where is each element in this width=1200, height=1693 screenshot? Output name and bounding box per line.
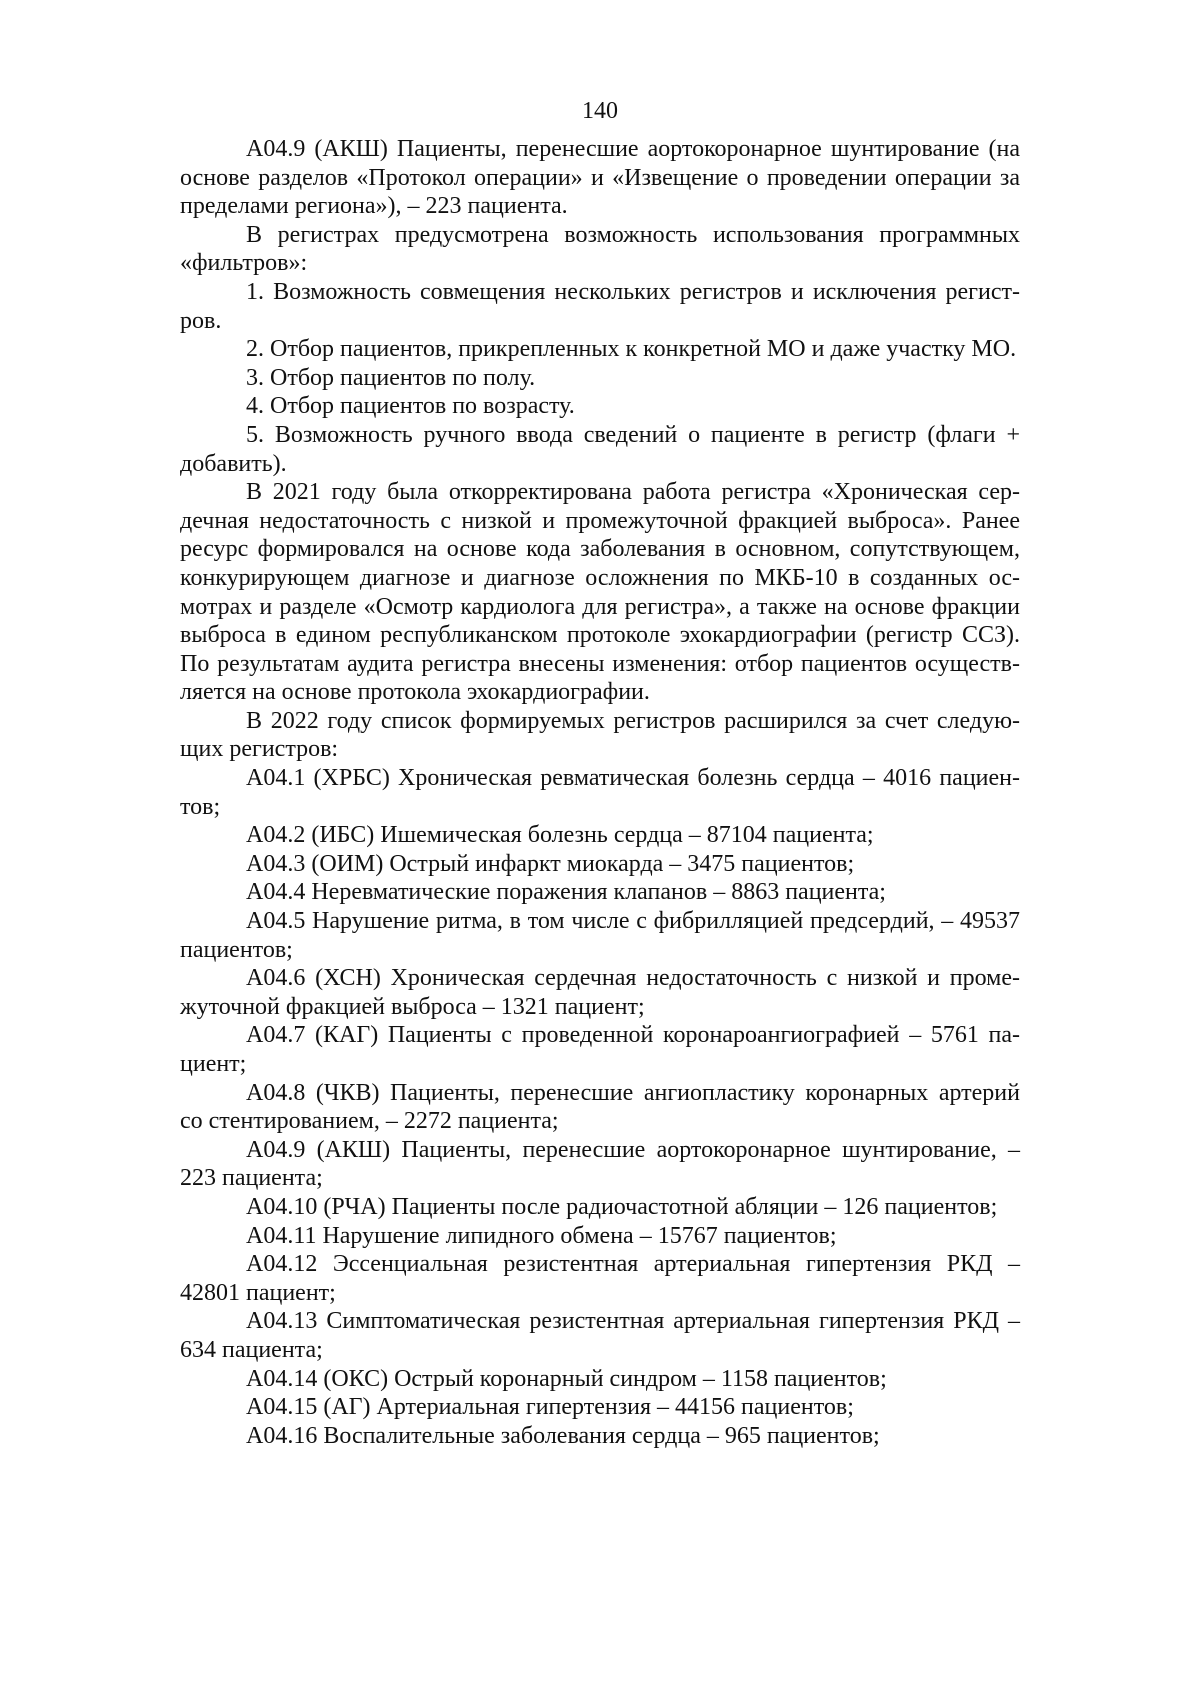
list-item-register: А04.5 Нарушение ритма, в том числе с фибрилляцией предсердий, – 49537 пациентов; bbox=[180, 908, 1020, 963]
list-item-register: А04.6 (ХСН) Хроническая сердечная недостаточность с низкой и промежуточной фракцией выброса – 1321 пациент; bbox=[180, 965, 1020, 1020]
list-item-register: А04.12 Эссенциальная резистентная артериальная гипертензия РКД – 42801 пациент; bbox=[180, 1251, 1020, 1306]
list-item-register: А04.4 Неревматические поражения клапанов – 8863 пациента; bbox=[246, 879, 886, 906]
list-item-register: А04.15 (АГ) Артериальная гипертензия – 44156 пациентов; bbox=[246, 1394, 854, 1421]
list-item-register: А04.9 (АКШ) Пациенты, перенесшие аортокоронарное шунтирование, – 223 пациента; bbox=[180, 1136, 1020, 1192]
paragraph-2022-intro: В 2022 году список формируемых регистров расширился за счет следующих регистров: bbox=[180, 707, 1020, 763]
list-item-register: А04.2 (ИБС) Ишемическая болезнь сердца – 87104 пациента; bbox=[246, 822, 874, 849]
list-item-register: А04.16 Воспалительные заболевания сердца – 965 пациентов; bbox=[246, 1422, 880, 1449]
list-item-register: А04.1 (ХРБС) Хроническая ревматическая болезнь сердца – 4016 пациентов; bbox=[180, 765, 1020, 820]
list-item-register: А04.7 (КАГ) Пациенты с проведенной коронароангиографией – 5761 пациент; bbox=[180, 1022, 1020, 1077]
list-item-filter-3: 3. Отбор пациентов по полу. bbox=[246, 364, 536, 391]
list-item-register: А04.3 (ОИМ) Острый инфаркт миокарда – 3475 пациентов; bbox=[246, 850, 855, 877]
list-item-register: А04.14 (ОКС) Острый коронарный синдром – 1158 пациентов; bbox=[246, 1365, 887, 1392]
paragraph-2021-changes: В 2021 году была откорректирована работа регистра «Хроническая сердечная недостаточность с низкой и промежуточной фракцией выброса». Ранее ресурс формировался на основе кода заболевания в основном, сопутствующем, конкурирующем диагнозе и диагнозе осложнения по МКБ-10 в созданных осмотрах и разделе «Осмотр кардиолога для регистра», а также на основе фракции выброса в едином республиканском протоколе эхокардиографии (регистр ССЗ). По результатам аудита регистра внесены изменения: отбор пациентов осуществляется на основе протокола эхокардиографии. bbox=[180, 479, 1020, 706]
list-item-filter-1: 1. Возможность совмещения нескольких регистров и исключения регистров. bbox=[180, 278, 1020, 334]
list-item-register: А04.10 (РЧА) Пациенты после радиочастотной абляции – 126 пациентов; bbox=[246, 1193, 998, 1220]
list-item-register: А04.11 Нарушение липидного обмена – 15767 пациентов; bbox=[246, 1222, 837, 1249]
paragraph-akh-intro: А04.9 (АКШ) Пациенты, перенесшие аортокоронарное шунтирование (на основе разделов «Протокол операции» и «Извещение о проведении операции за пределами региона»), – 223 пациента. bbox=[180, 136, 1020, 220]
list-item-register: А04.8 (ЧКВ) Пациенты, перенесшие ангиопластику коронарных артерий со стентированием, – 2272 пациента; bbox=[180, 1079, 1020, 1135]
paragraph-filters-intro: В регистрах предусмотрена возможность использования программных «фильтров»: bbox=[180, 221, 1020, 277]
page-body bbox=[180, 135, 1020, 1450]
list-item-register: А04.13 Симптоматическая резистентная артериальная гипертензия РКД – 634 пациента; bbox=[180, 1308, 1020, 1363]
list-item-filter-2: 2. Отбор пациентов, прикрепленных к конкретной МО и даже участку МО. bbox=[246, 336, 1017, 363]
page-number: 140 bbox=[582, 98, 618, 124]
list-item-filter-4: 4. Отбор пациентов по возрасту. bbox=[246, 393, 575, 420]
list-item-filter-5: 5. Возможность ручного ввода сведений о пациенте в регистр (флаги + добавить). bbox=[180, 421, 1020, 477]
